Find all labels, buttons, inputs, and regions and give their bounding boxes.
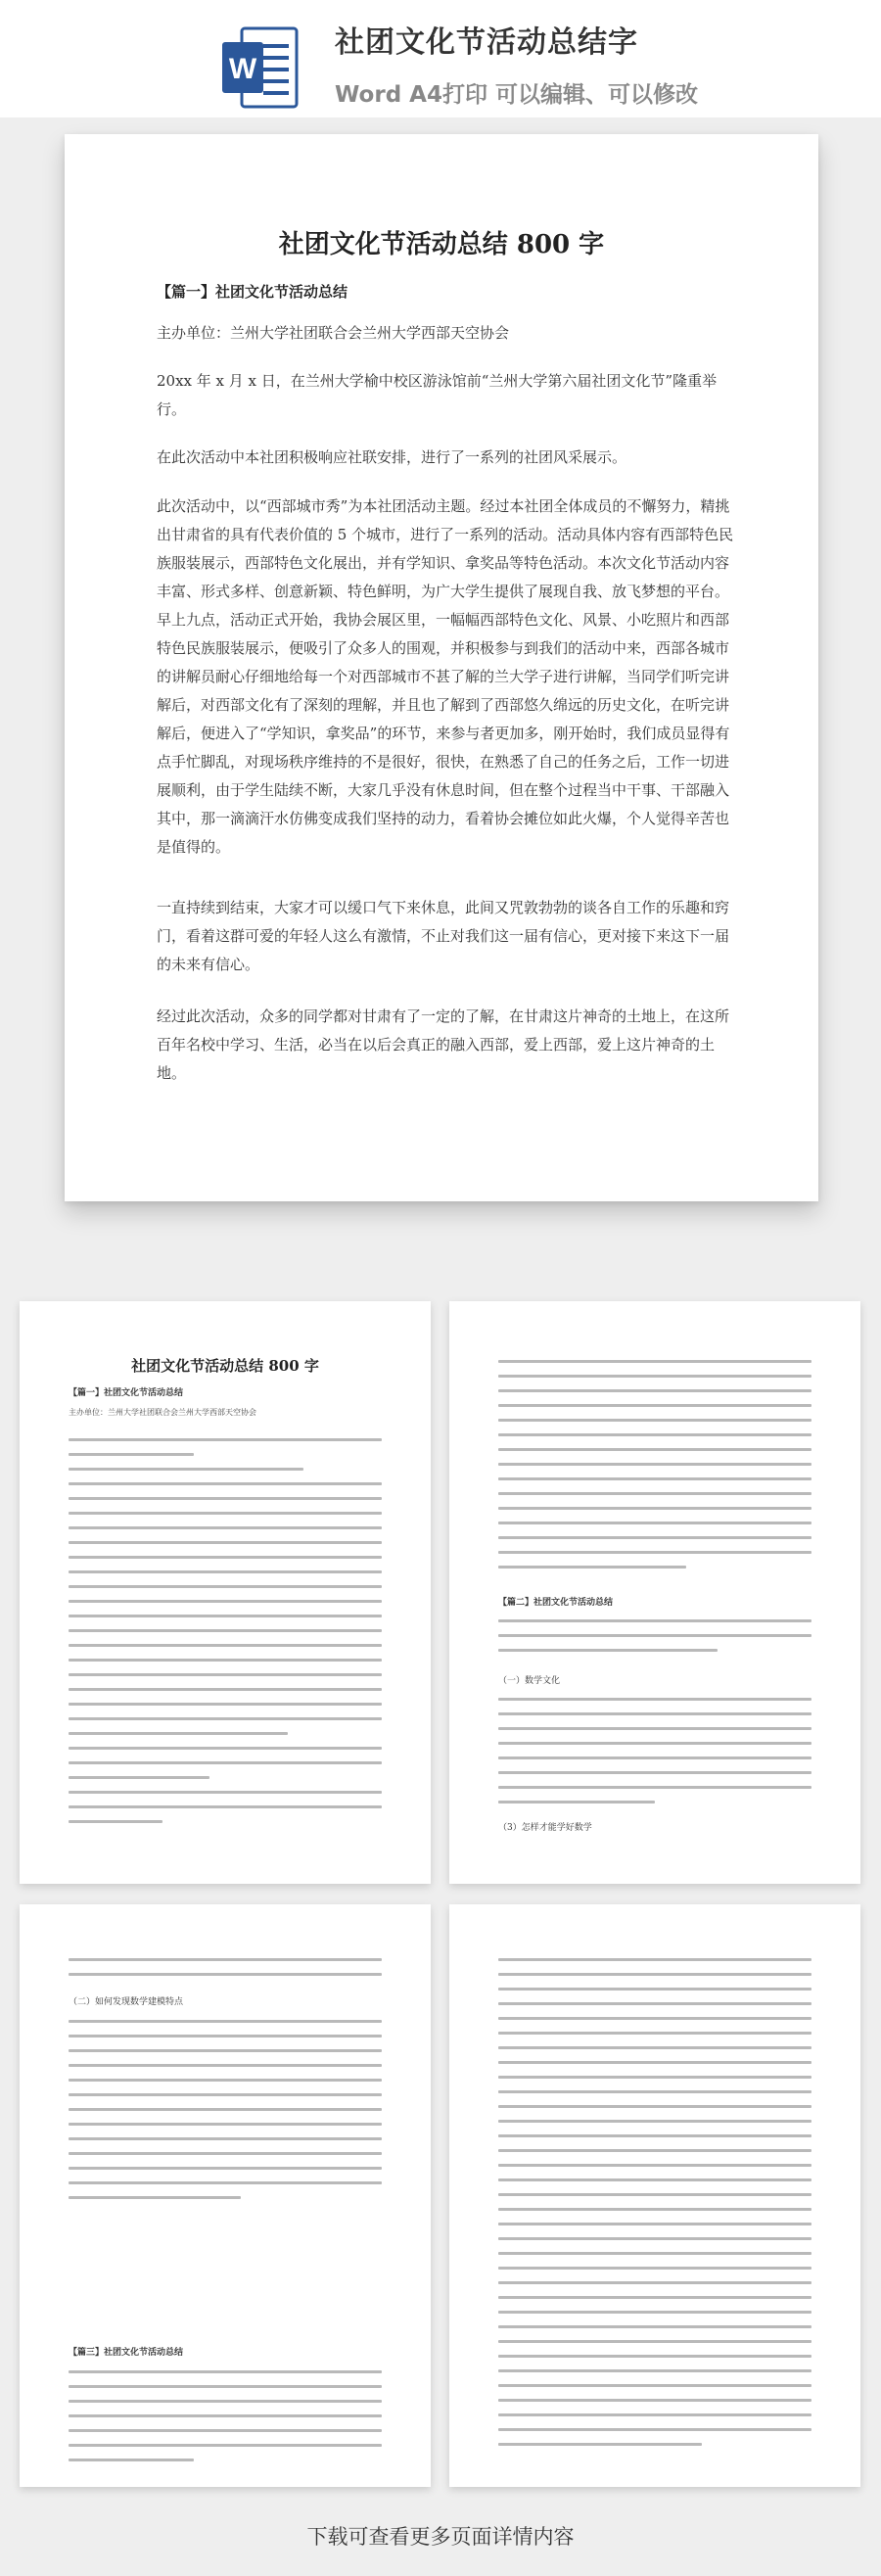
thumbnail-text-lines	[498, 1698, 811, 1815]
thumbnail-text-lines	[498, 1958, 811, 2458]
thumbnail-subheading: （3）怎样才能学好数学	[498, 1823, 592, 1833]
paragraph-date: 20xx 年 x 月 x 日，在兰州大学榆中校区游泳馆前“兰州大学第六届社团文化节”隆重举行。	[157, 372, 718, 418]
page-title: 社团文化节活动总结字	[335, 25, 638, 60]
paragraph-activity: 此次活动中，以“西部城市秀”为本社团活动主题。经过本社团全体成员的不懈努力，精挑出甘肃省的具有代表价值的 5 个城市，进行了一系列的活动。活动具体内容有西部特色民族服装展示，西部特色文化展出，并有学知识、拿奖品等特色活动。本次文化节活动内容丰富、形式多样、创意新颖、特色鲜明，为广大学生提供了展现自我、放飞梦想的平台。早上九点，活动正式开始，我协会展区里，一幅幅西部特色文化、风景、小吃照片和西部特色民族服装展示，便吸引了众多人的围观，并积极参与到我们的活动中来，西部各城市的讲解员耐心仔细地给每一个对西部城市不甚了解的兰大学子进行讲解，当同学们听完讲解后，对西部文化有了深刻的理解，并且也了解到了西部悠久绵远的历史文化，在听完讲解后，便进入了“学知识，拿奖品”的环节，来参与者更加多，刚开始时，我们成员显得有点手忙脚乱，对现场秩序维持的不是很好，很快，在熟悉了自己的任务之后，工作一切进展顺利，由于学生陆续不断，大家几乎没有休息时间，但在整个过程当中干事、干部融入其中，那一滴滴汗水仿佛变成我们坚持的动力，看着协会摊位如此火爆，个人觉得辛苦也是值得的。	[157, 497, 734, 856]
page-thumbnail-3[interactable]	[20, 1904, 431, 2487]
word-document-icon	[220, 24, 301, 111]
page-thumbnail-4[interactable]	[449, 1904, 860, 2487]
thumbnail-text-lines	[498, 1360, 811, 1580]
thumbnail-section-heading: 【篇三】社团文化节活动总结	[69, 2348, 184, 2358]
thumbnail-subheading: （一）数学文化	[498, 1676, 561, 1686]
thumbnail-text-lines	[69, 2020, 382, 2211]
section-heading: 【篇一】社团文化节活动总结	[157, 283, 348, 301]
download-more-link[interactable]: 下载可查看更多页面详情内容	[306, 2525, 575, 2549]
thumbnail-text: 主办单位：兰州大学社团联合会兰州大学西部天空协会	[69, 1408, 256, 1417]
thumbnail-section-heading: 【篇一】社团文化节活动总结	[69, 1388, 184, 1398]
thumbnail-title: 社团文化节活动总结 800 字	[131, 1357, 319, 1375]
thumbnail-text-lines	[498, 1619, 811, 1663]
paragraph-intro: 在此次活动中本社团积极响应社联安排，进行了一系列的社团风采展示。	[157, 448, 627, 466]
word-icon-letter: W	[228, 53, 257, 85]
thumbnail-text-lines	[69, 1438, 382, 1835]
paragraph-organizer: 主办单位：兰州大学社团联合会兰州大学西部天空协会	[157, 324, 510, 342]
page-thumbnail-2[interactable]	[449, 1301, 860, 1884]
thumbnail-subheading: （二）如何发现数学建模特点	[69, 1997, 184, 2007]
document-title: 社团文化节活动总结 800 字	[278, 230, 605, 259]
paragraph-ending: 一直持续到结束，大家才可以缓口气下来休息，此间又咒敦勃勃的谈各自工作的乐趣和窍门，看着这群可爱的年轻人这么有激情，不止对我们这一届有信心，更对接下来这下一届的未来有信心。	[157, 899, 730, 973]
thumbnail-text-lines	[69, 2370, 382, 2473]
document-page-preview	[65, 134, 818, 1201]
page-thumbnail-1[interactable]	[20, 1301, 431, 1884]
thumbnail-text-lines	[69, 1958, 382, 1988]
header-banner	[0, 0, 881, 117]
thumbnail-section-heading: 【篇二】社团文化节活动总结	[498, 1598, 614, 1608]
page-subtitle: Word A4打印 可以编辑、可以修改	[335, 82, 698, 108]
paragraph-conclusion: 经过此次活动，众多的同学都对甘肃有了一定的了解，在甘肃这片神奇的土地上，在这所百年名校中学习、生活，必当在以后会真正的融入西部，爱上西部，爱上这片神奇的土地。	[157, 1007, 730, 1082]
